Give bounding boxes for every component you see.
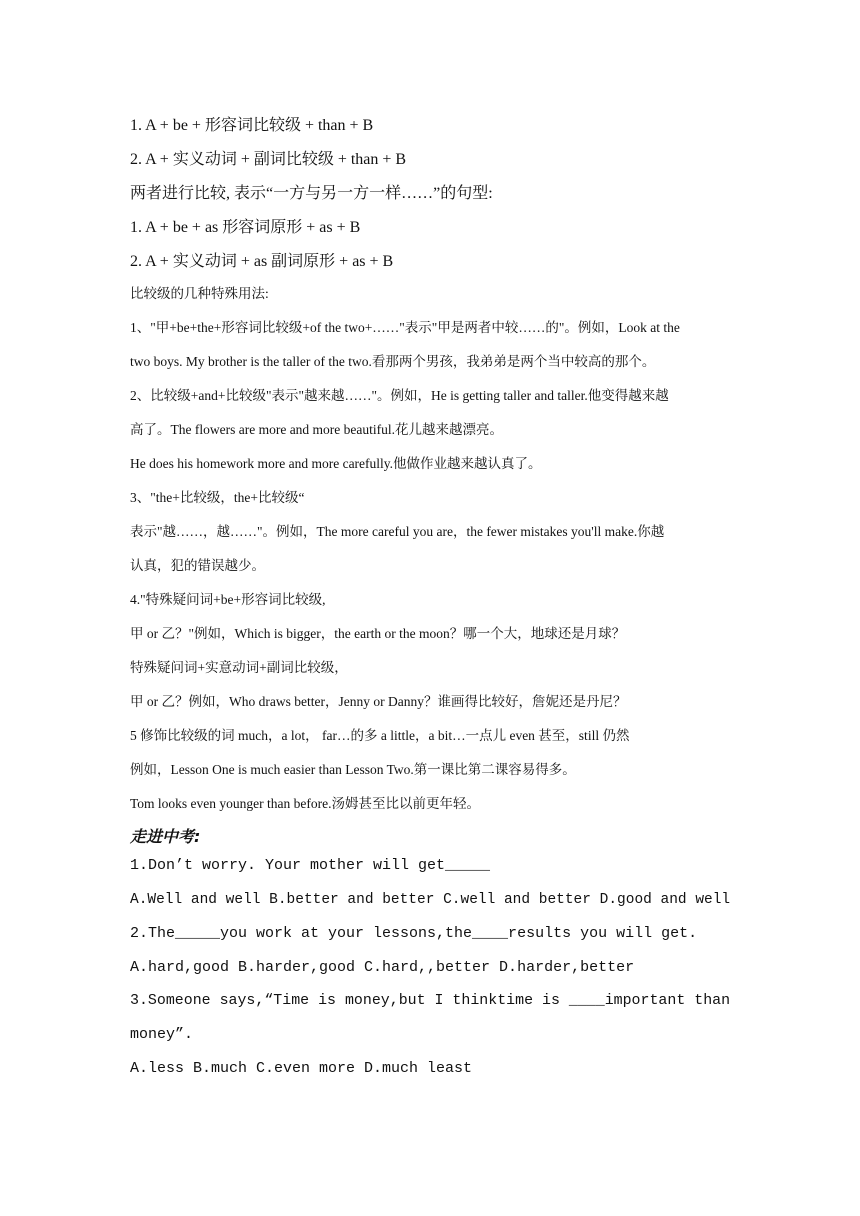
usage-3-line-3: 认真，犯的错误越少。 <box>130 558 265 573</box>
usage-5-line-2: 例如，Lesson One is much easier than Lesson Two.第一课比第二课容易得多。 <box>130 762 576 777</box>
rule-comparative-adverb: 2. A + 实义动词 + 副词比较级 + than + B <box>130 151 407 168</box>
usage-2-line-3: He does his homework more and more carefully.他做作业越来越认真了。 <box>130 456 542 471</box>
question-3-options: A.less B.much C.even more D.much least <box>130 1060 473 1077</box>
equality-intro: 两者进行比较, 表示“一方与另一方一样……”的句型: <box>130 185 493 202</box>
usage-4-line-4: 甲 or 乙？例如，Who draws better，Jenny or Danny？谁画得比较好，詹妮还是丹尼？ <box>130 694 627 709</box>
usage-3-line-2: 表示"越……，越……"。例如，The more careful you are，the fewer mistakes you'll make.你越 <box>130 524 665 539</box>
usage-2-line-2: 高了。The flowers are more and more beautiful.花儿越来越漂亮。 <box>130 422 504 437</box>
rule-as-adverb: 2. A + 实义动词 + as 副词原形 + as + B <box>130 253 394 270</box>
usage-4-line-1: 4."特殊疑问词+be+形容词比较级, <box>130 592 326 607</box>
question-2: 2.The_____you work at your lessons,the____results you will get. <box>130 925 698 942</box>
usage-5-line-1: 5 修饰比较级的词 much，a lot， far…的多 a little，a bit…一点儿 even 甚至，still 仍然 <box>130 728 630 743</box>
usage-4-line-2: 甲 or 乙？"例如，Which is bigger，the earth or the moon？哪一个大，地球还是月球？ <box>130 626 626 641</box>
question-2-options: A.hard,good B.harder,good C.hard,,better D.harder,better <box>130 959 635 976</box>
question-1: 1.Don’t worry. Your mother will get_____ <box>130 857 491 874</box>
usage-3-line-1: 3、"the+比较级，the+比较级“ <box>130 490 305 505</box>
question-3-line-2: money”. <box>130 1026 194 1043</box>
usage-1-line-2: two boys. My brother is the taller of the two.看那两个男孩，我弟弟是两个当中较高的那个。 <box>130 354 656 369</box>
rule-comparative-adjective: 1. A + be + 形容词比较级 + than + B <box>130 117 374 134</box>
question-1-options: A.Well and well B.better and better C.well and better D.good and well <box>130 891 731 908</box>
special-usage-heading: 比较级的几种特殊用法: <box>130 286 269 301</box>
question-3-line-1: 3.Someone says,“Time is money,but I thinktime is ____important than <box>130 992 731 1009</box>
usage-4-line-3: 特殊疑问词+实意动词+副词比较级， <box>130 660 348 675</box>
section-heading: 走进中考: <box>130 827 201 846</box>
rule-as-adjective: 1. A + be + as 形容词原形 + as + B <box>130 219 361 236</box>
usage-1-line-1: 1、"甲+be+the+形容词比较级+of the two+……"表示"甲是两者中较……的"。例如，Look at the <box>130 320 680 335</box>
usage-2-line-1: 2、比较级+and+比较级"表示"越来越……"。例如，He is getting taller and taller.他变得越来越 <box>130 388 669 403</box>
usage-5-line-3: Tom looks even younger than before.汤姆甚至比以前更年轻。 <box>130 796 480 811</box>
